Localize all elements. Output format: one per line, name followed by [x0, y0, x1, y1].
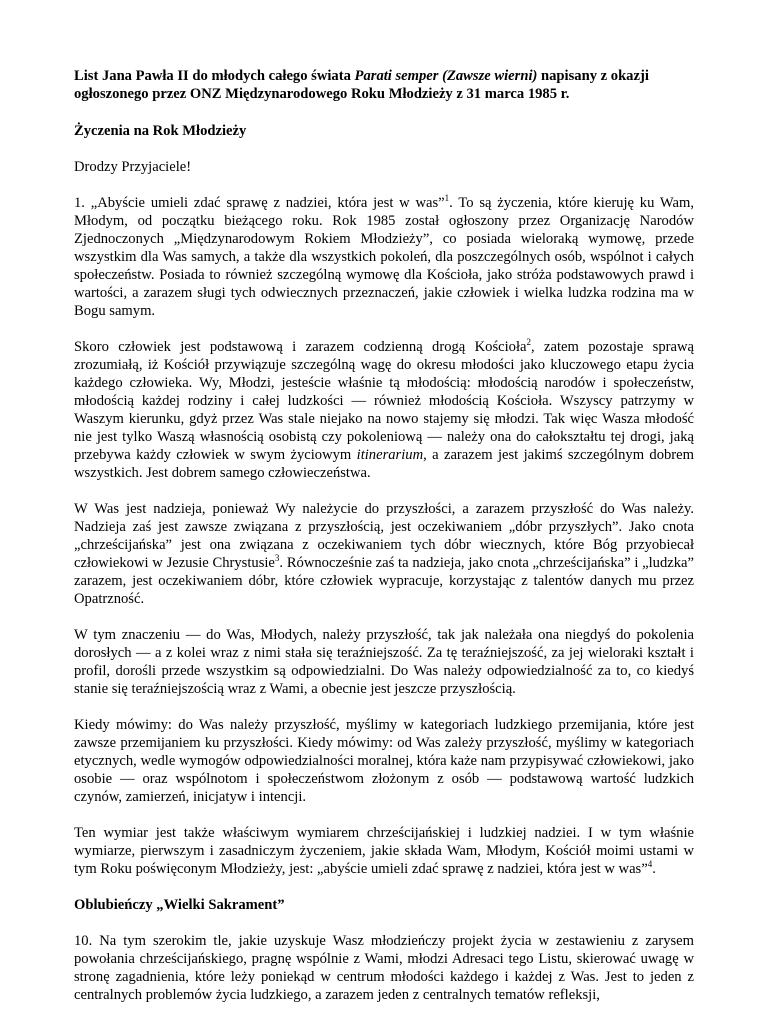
- paragraph-text: . To są życzenia, które kieruję ku Wam, Młodym, od początku bieżącego roku. Rok 1985 został ogłoszony przez Organizację Narodów Zjednoczonych „Międzynarodowym Rokiem Młodzieży”, co posiada wieloraką wymowę, przede wszystkim dla Was samych, a także dla wszystkich pokoleń, dla poszczególnych osób, wspólnot i całych społeczeństw. Posiada to również szczególną wymowę dla Kościoła, jako stróża podstawowych prawd i wartości, a zarazem sługi tych odwiecznych przeznaczeń, jakie człowiek i wielka ludzka rodzina ma w Bogu samym.: [74, 195, 694, 319]
- footnote-ref-2: 2: [526, 337, 532, 348]
- salutation: Drodzy Przyjaciele!: [74, 159, 192, 175]
- paragraph-text: 1. „Abyście umieli zdać sprawę z nadziei, która jest w was”: [74, 195, 445, 211]
- paragraph-text: Skoro człowiek jest podstawową i zarazem codzienną drogą Kościoła: [74, 339, 527, 355]
- footnote-ref-3: 3: [274, 553, 280, 564]
- footnote-ref-4: 4: [647, 859, 653, 870]
- footnote-ref-1: 1: [444, 193, 450, 204]
- paragraph-text: W Was jest nadzieja, ponieważ Wy należycie do przyszłości, a zarazem przyszłość do Was należy. Nadzieja zaś jest zawsze związana z przyszłością, jest oczekiwaniem „dóbr przyszłych”. Jako cnota „chrześcijańska” jest ona związana z oczekiwaniem tych dóbr wiecznych, które Bóg przyobiecał człowiekowi w Jezusie Chrystusie: [74, 501, 694, 571]
- paragraph-6: [74, 824, 694, 878]
- paragraph-5: Kiedy mówimy: do Was należy przyszłość, myślimy w kategoriach ludzkiego przemijania, które jest zawsze przemijaniem ku przyszłości. Kiedy mówimy: od Was zależy przyszłość, myślimy w kategoriach etycznych, wedle wymogów odpowiedzialności moralnej, która każe nam przypisywać człowiekowi, jako osobie — oraz wspólnotom i społeczeństwom złożonym z osób — podstawową wartość ludzkich czynów, zamierzeń, inicjatyw i intencji.: [74, 717, 694, 805]
- paragraph-text: . Równocześnie zaś ta nadzieja, jako cnota „chrześcijańska” i „ludzka” zarazem, jest oczekiwaniem dóbr, które człowiek wypracuje, korzystając z talentów danych mu przez Opatrzność.: [74, 555, 694, 607]
- paragraph-1: [74, 194, 694, 320]
- document-title: [74, 67, 694, 103]
- paragraph-7: 10. Na tym szerokim tle, jakie uzyskuje Wasz młodzieńczy projekt życia w zestawieniu z zarysem powołania chrześcijańskiego, pragnę wspólnie z Wami, młodzi Adresaci tego Listu, skierować uwagę w stronę zagadnienia, które leży poniekąd w centrum młodości każdego i każdej z Was. Jest to jeden z centralnych problemów życia ludzkiego, a zarazem jeden z centralnych tematów refleksji,: [74, 933, 694, 1003]
- title-text: List Jana Pawła II do młodych całego świata: [74, 68, 355, 84]
- section-heading-great-sacrament: Oblubieńczy „Wielki Sakrament”: [74, 897, 285, 913]
- title-italic-text: Parati semper (Zawsze wierni): [354, 68, 538, 84]
- italic-term: itinerarium: [356, 447, 424, 463]
- title-text-continued: napisany z okazji ogłoszonego przez ONZ Międzynarodowego Roku Młodzieży z 31 marca 1985 r.: [74, 68, 649, 102]
- paragraph-2: [74, 338, 694, 482]
- paragraph-3: [74, 500, 694, 608]
- paragraph-text: Ten wymiar jest także właściwym wymiarem chrześcijańskiej i ludzkiej nadziei. I w tym właśnie wymiarze, pierwszym i zasadniczym życzeniem, jakie składa Wam, Młodym, Kościół moimi ustami w tym Roku poświęconym Młodzieży, jest: „abyście umieli zdać sprawę z nadziei, która jest w was”: [74, 825, 694, 877]
- paragraph-text: , a zarazem jest jakimś szczególnym dobrem wszystkich. Jest dobrem samego człowieczeństwa.: [74, 447, 694, 481]
- paragraph-text: , zatem pozostaje sprawą zrozumiałą, iż Kościół przywiązuje szczególną wagę do okresu młodości jako kluczowego etapu życia każdego człowieka. Wy, Młodzi, jesteście właśnie tą młodością: młodością narodów i społeczeństw, młodością każdej rodziny i całej ludzkości — również młodością Kościoła. Wszyscy patrzymy w Waszym kierunku, gdyż przez Was stale niejako na nowo stajemy się młodzi. Tak więc Wasza młodość nie jest tylko Waszą własnością osobistą czy pokoleniową — należy ona do całokształtu tej drogi, jaką przebywa każdy człowiek w swym życiowym: [74, 339, 695, 463]
- paragraph-4: W tym znaczeniu — do Was, Młodych, należy przyszłość, tak jak należała ona niegdyś do pokolenia dorosłych — a z kolei wraz z nimi stała się teraźniejszość. Za tę teraźniejszość, za jej wieloraki kształt i profil, dorośli przede wszystkim są odpowiedzialni. Do Was należy odpowiedzialność za to, co kiedyś stanie się teraźniejszością wraz z Wami, a obecnie jest jeszcze przyszłością.: [74, 627, 694, 697]
- section-heading-wishes: Życzenia na Rok Młodzieży: [74, 123, 247, 139]
- paragraph-text: .: [652, 861, 656, 877]
